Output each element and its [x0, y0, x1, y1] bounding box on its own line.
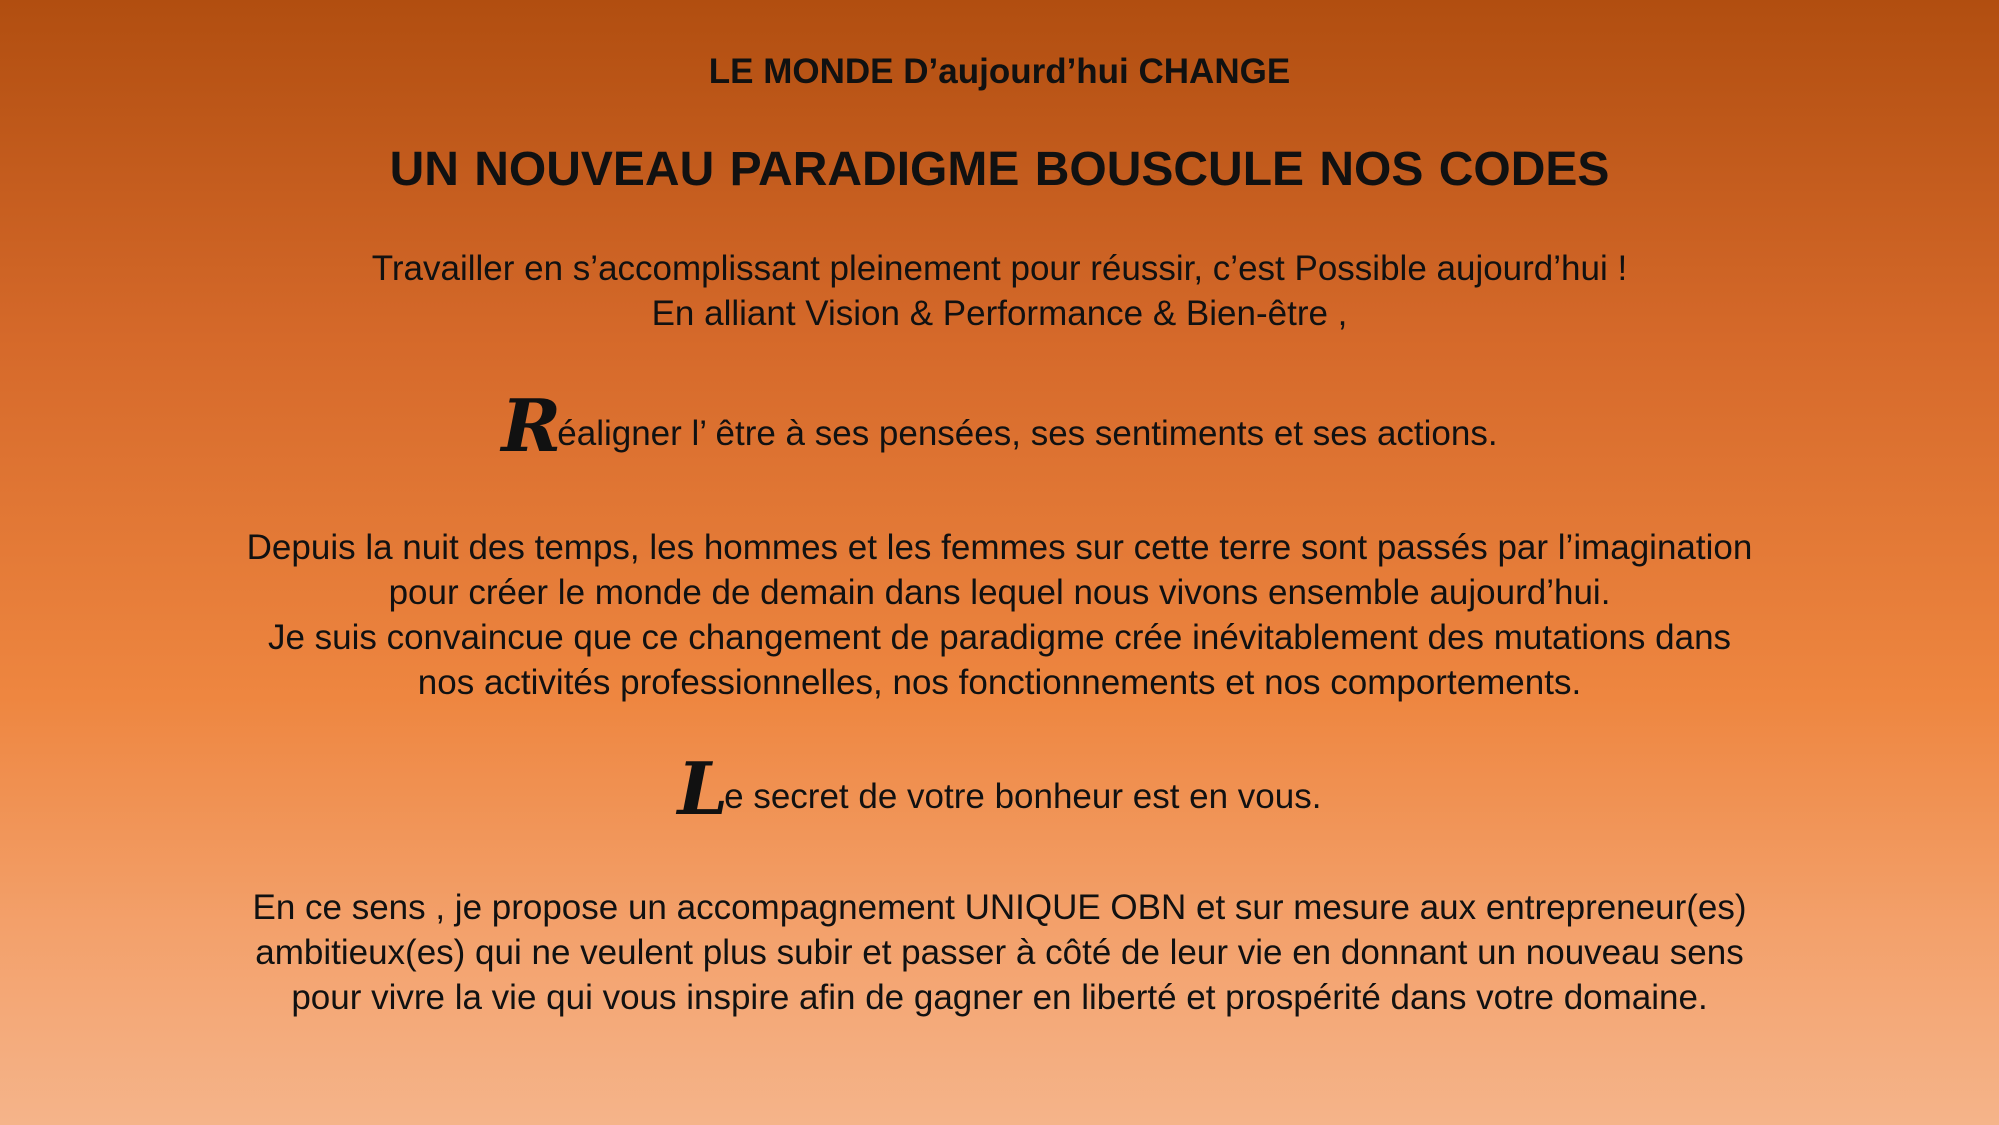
- paragraph-line: pour créer le monde de demain dans lequel nous vivons ensemble aujourd’hui.: [388, 573, 1611, 612]
- paragraph-line: Je suis convaincue que ce changement de paradigme crée inévitablement des mutations dans: [267, 618, 1732, 657]
- headline: UN NOUVEAU PARADIGME BOUSCULE NOS CODES: [389, 143, 1610, 196]
- intro-line: En alliant Vision & Performance & Bien-être ,: [651, 294, 1348, 333]
- paragraph-line: ambitieux(es) qui ne veulent plus subir et passer à côté de leur vie en donnant un nouveau sens: [255, 933, 1744, 972]
- kicker-title: LE MONDE D’aujourd’hui CHANGE: [708, 52, 1291, 91]
- tagline-realign-initial: R: [501, 383, 558, 468]
- paragraph-line: En ce sens , je propose un accompagnement UNIQUE OBN et sur mesure aux entrepreneur(es): [252, 888, 1747, 927]
- paragraph-offer: [0, 885, 1999, 1020]
- tagline-realign: [0, 383, 1999, 468]
- paragraph-vision: [0, 525, 1999, 705]
- tagline-realign-text: éaligner l’ être à ses pensées, ses sentiments et ses actions.: [557, 414, 1498, 453]
- paragraph-line: pour vivre la vie qui vous inspire afin de gagner en liberté et prospérité dans votre domaine.: [291, 978, 1708, 1017]
- tagline-secret-text: e secret de votre bonheur est en vous.: [724, 777, 1322, 816]
- paragraph-line: Depuis la nuit des temps, les hommes et les femmes sur cette terre sont passés par l’imagination: [246, 528, 1753, 567]
- tagline-secret-initial: L: [677, 746, 725, 831]
- paragraph-line: nos activités professionnelles, nos fonctionnements et nos comportements.: [417, 663, 1582, 702]
- tagline-secret: [0, 746, 1999, 831]
- intro-block: [0, 246, 1999, 336]
- intro-line: Travailler en s’accomplissant pleinement pour réussir, c’est Possible aujourd’hui !: [371, 249, 1628, 288]
